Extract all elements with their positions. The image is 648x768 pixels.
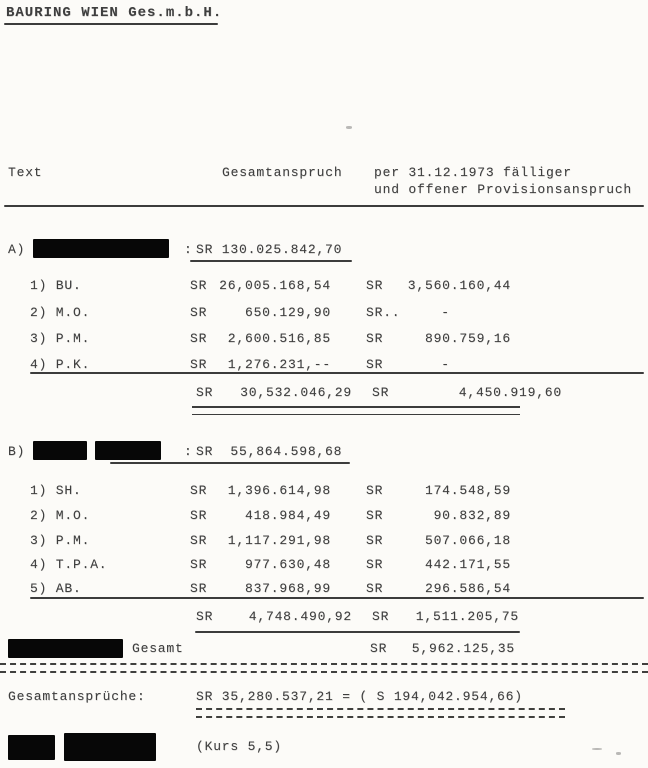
grand-total-value: SR 35,280.537,21 = ( S 194,042.954,66) (196, 689, 523, 704)
gesamtanspruch-subtotal: 30,532.046,29 (240, 385, 352, 400)
subtotal-underline (195, 631, 520, 633)
currency-code: SR (190, 533, 208, 548)
gesamt-value: 5,962.125,35 (411, 641, 515, 656)
table-row (0, 331, 648, 349)
currency-code: SR (190, 557, 208, 572)
scan-noise (592, 748, 602, 750)
currency-code: SR (196, 609, 214, 624)
section-b-total-underline (110, 462, 350, 464)
currency-code: SR (196, 385, 214, 400)
grand-total-label: Gesamtansprüche: (8, 689, 146, 704)
currency-code: SR (190, 331, 208, 346)
gesamtanspruch-value: 650.129,90 (244, 305, 331, 320)
column-header-gesamtanspruch: Gesamtanspruch (222, 165, 343, 180)
section-a-total: SR 130.025.842,70 (196, 242, 343, 257)
gesamtanspruch-value: 1,396.614,98 (227, 483, 331, 498)
kurs-note: (Kurs 5,5) (196, 739, 283, 754)
currency-code: SR.. (366, 305, 401, 320)
gesamtanspruch-value: 2,600.516,85 (227, 331, 331, 346)
header-rule (4, 205, 644, 207)
provision-subtotal: 4,450.919,60 (458, 385, 562, 400)
currency-code: SR (366, 357, 384, 372)
section-a-label: A) (8, 242, 26, 257)
currency-code: SR (372, 609, 390, 624)
currency-code: SR (370, 641, 388, 656)
currency-code: SR (366, 331, 384, 346)
row-label: 2) M.O. (30, 508, 91, 523)
provision-value: 890.759,16 (424, 331, 511, 346)
table-row (0, 483, 648, 501)
currency-code: SR (190, 305, 208, 320)
provision-subtotal: 1,511.205,75 (415, 609, 519, 624)
currency-code: SR (190, 483, 208, 498)
subtotal-rule (30, 597, 644, 599)
provision-value: 296.586,54 (424, 581, 511, 596)
redaction-bar (8, 735, 55, 760)
row-label: 3) P.M. (30, 331, 91, 346)
section-b-total: SR 55,864.598,68 (196, 444, 343, 459)
section-b-label: B) (8, 444, 26, 459)
currency-code: SR (190, 357, 208, 372)
row-label: 4) P.K. (30, 357, 91, 372)
gesamtanspruch-value: 837.968,99 (244, 581, 331, 596)
currency-code: SR (366, 483, 384, 498)
scan-noise (616, 752, 621, 755)
currency-code: SR (366, 557, 384, 572)
row-label: 1) BU. (30, 278, 82, 293)
row-label: 2) M.O. (30, 305, 91, 320)
redaction-bar (95, 441, 161, 460)
provision-value: - (441, 305, 450, 320)
gesamtanspruch-value: 1,276.231,-- (227, 357, 331, 372)
currency-code: SR (190, 278, 208, 293)
company-title: BAURING WIEN Ges.m.b.H. (6, 5, 223, 21)
provision-value: - (441, 357, 450, 372)
redaction-bar (64, 733, 156, 761)
currency-code: SR (190, 508, 208, 523)
column-header-provision-line2: und offener Provisionsanspruch (374, 182, 633, 197)
provision-value: 507.066,18 (424, 533, 511, 548)
gesamt-row (0, 641, 648, 659)
table-row (0, 278, 648, 296)
gesamtanspruch-value: 26,005.168,54 (219, 278, 331, 293)
redaction-bar (33, 441, 87, 460)
table-row (0, 305, 648, 323)
subtotal-double-underline (192, 406, 520, 415)
currency-code: SR (366, 508, 384, 523)
provision-value: 90.832,89 (433, 508, 511, 523)
currency-code: SR (366, 533, 384, 548)
grand-total-underline (196, 708, 565, 718)
table-row (0, 557, 648, 575)
currency-code: SR (366, 581, 384, 596)
gesamtanspruch-value: 1,117.291,98 (227, 533, 331, 548)
provision-value: 174.548,59 (424, 483, 511, 498)
scan-noise (346, 126, 352, 129)
row-label: 4) T.P.A. (30, 557, 108, 572)
gesamt-label: Gesamt (132, 641, 184, 656)
column-header-provision-line1: per 31.12.1973 fälliger (374, 165, 572, 180)
gesamtanspruch-value: 977.630,48 (244, 557, 331, 572)
gesamtanspruch-value: 418.984,49 (244, 508, 331, 523)
subtotal-row (0, 385, 648, 403)
redaction-bar (33, 239, 169, 258)
row-label: 1) SH. (30, 483, 82, 498)
currency-code: SR (190, 581, 208, 596)
row-label: 5) AB. (30, 581, 82, 596)
table-row (0, 533, 648, 551)
gesamtanspruch-subtotal: 4,748.490,92 (248, 609, 352, 624)
section-separator (0, 663, 648, 673)
subtotal-row (0, 609, 648, 627)
currency-code: SR (366, 278, 384, 293)
section-a-total-underline (190, 260, 352, 262)
section-b-colon: : (184, 444, 193, 459)
currency-code: SR (372, 385, 390, 400)
title-underline (4, 23, 218, 25)
column-header-text: Text (8, 165, 43, 180)
subtotal-rule (30, 372, 644, 374)
section-a-colon: : (184, 242, 193, 257)
provision-value: 442.171,55 (424, 557, 511, 572)
table-row (0, 508, 648, 526)
row-label: 3) P.M. (30, 533, 91, 548)
provision-value: 3,560.160,44 (407, 278, 511, 293)
